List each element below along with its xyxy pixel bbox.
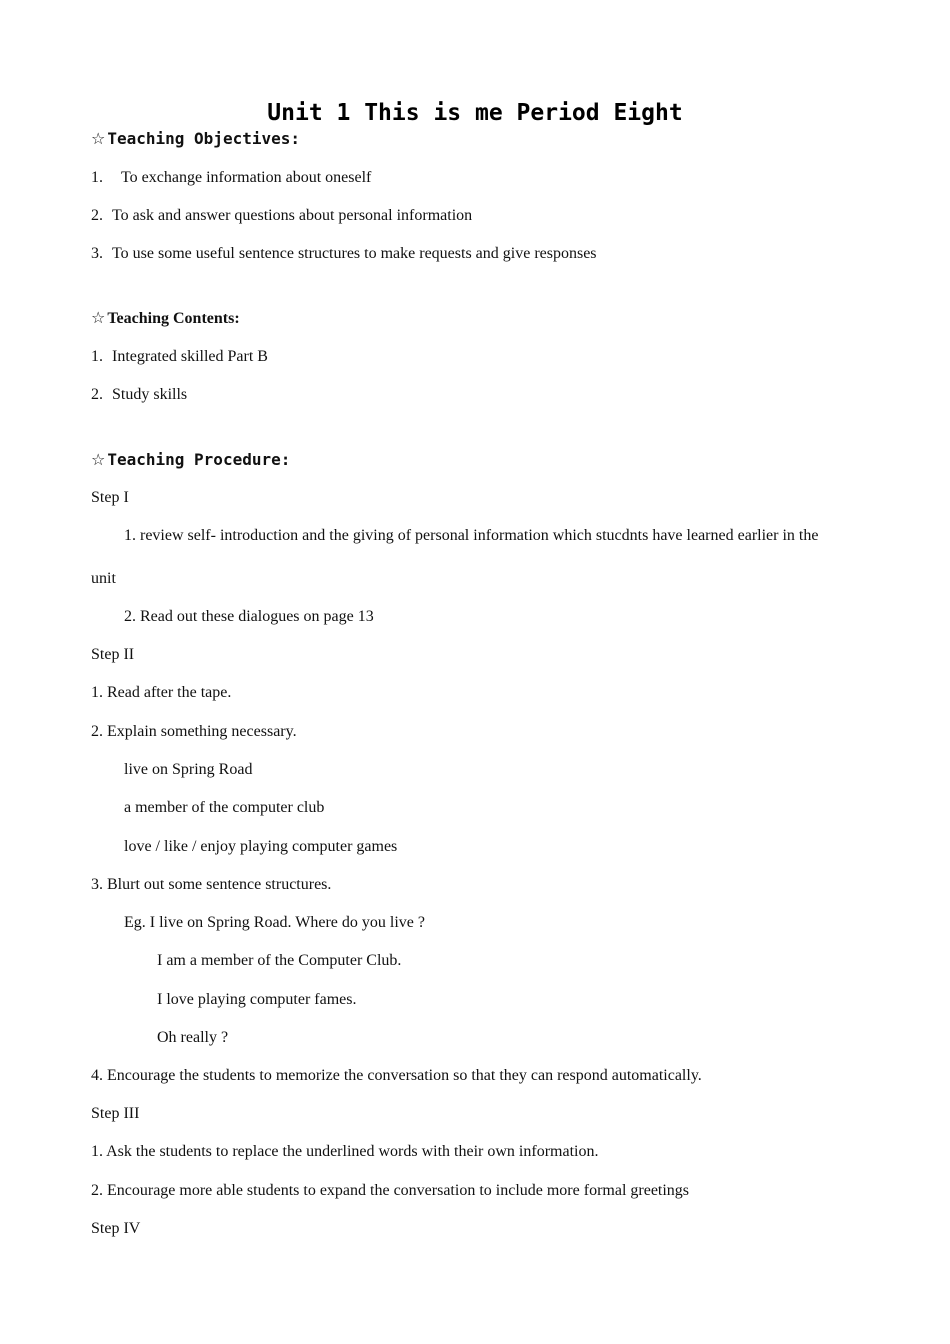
step-label: Step III xyxy=(91,1105,140,1122)
list-number: 3. xyxy=(91,245,103,262)
phrase: love / like / enjoy playing computer games xyxy=(124,838,398,855)
example-sentence: Eg. I live on Spring Road. Where do you live ? xyxy=(124,914,425,931)
procedure-heading xyxy=(91,450,290,470)
list-item xyxy=(91,244,597,264)
example-sentence: Oh really ? xyxy=(157,1029,229,1046)
step-text: 2. Encourage more able students to expand the conversation to include more formal greetings xyxy=(91,1182,690,1199)
step-label: Step I xyxy=(91,489,129,506)
list-number: 2. xyxy=(91,386,103,403)
example-sentence: I love playing computer fames. xyxy=(157,991,357,1008)
procedure-heading-text: Teaching Procedure: xyxy=(107,450,291,469)
step-label: Step IV xyxy=(91,1220,141,1237)
list-text: Integrated skilled Part B xyxy=(112,348,268,365)
list-item xyxy=(91,347,268,367)
step-text: 2. Read out these dialogues on page 13 xyxy=(124,608,374,625)
document-title: Unit 1 This is me Period Eight xyxy=(267,100,683,126)
phrase: a member of the computer club xyxy=(124,799,325,816)
objectives-heading-text: Teaching Objectives: xyxy=(107,129,300,148)
list-item xyxy=(91,168,371,188)
contents-heading-text: Teaching Contents: xyxy=(107,310,240,327)
step-text: 2. Explain something necessary. xyxy=(91,723,297,740)
phrase: live on Spring Road xyxy=(124,761,253,778)
step-text: 1. review self- introduction and the giving of personal information which stucdnts have learned earlier in the xyxy=(124,527,819,544)
step-text: 3. Blurt out some sentence structures. xyxy=(91,876,332,893)
list-number: 1. xyxy=(91,348,103,365)
list-text: To use some useful sentence structures to make requests and give responses xyxy=(112,245,597,262)
step-label: Step II xyxy=(91,646,135,663)
star-icon: ☆ xyxy=(91,308,106,327)
list-number: 1. xyxy=(91,169,103,186)
contents-heading xyxy=(91,308,240,329)
list-text: To exchange information about oneself xyxy=(121,169,372,186)
step-text: 1. Read after the tape. xyxy=(91,684,232,701)
list-item xyxy=(91,385,187,405)
step-text: 4. Encourage the students to memorize the conversation so that they can respond automatically. xyxy=(91,1067,702,1084)
objectives-heading xyxy=(91,129,300,149)
step-text-continued: unit xyxy=(91,570,116,587)
star-icon: ☆ xyxy=(91,129,106,148)
step-text: 1. Ask the students to replace the underlined words with their own information. xyxy=(91,1143,599,1160)
list-item xyxy=(91,206,472,226)
list-text: To ask and answer questions about personal information xyxy=(112,207,473,224)
list-text: Study skills xyxy=(112,386,188,403)
star-icon: ☆ xyxy=(91,450,106,469)
example-sentence: I am a member of the Computer Club. xyxy=(157,952,402,969)
list-number: 2. xyxy=(91,207,103,224)
